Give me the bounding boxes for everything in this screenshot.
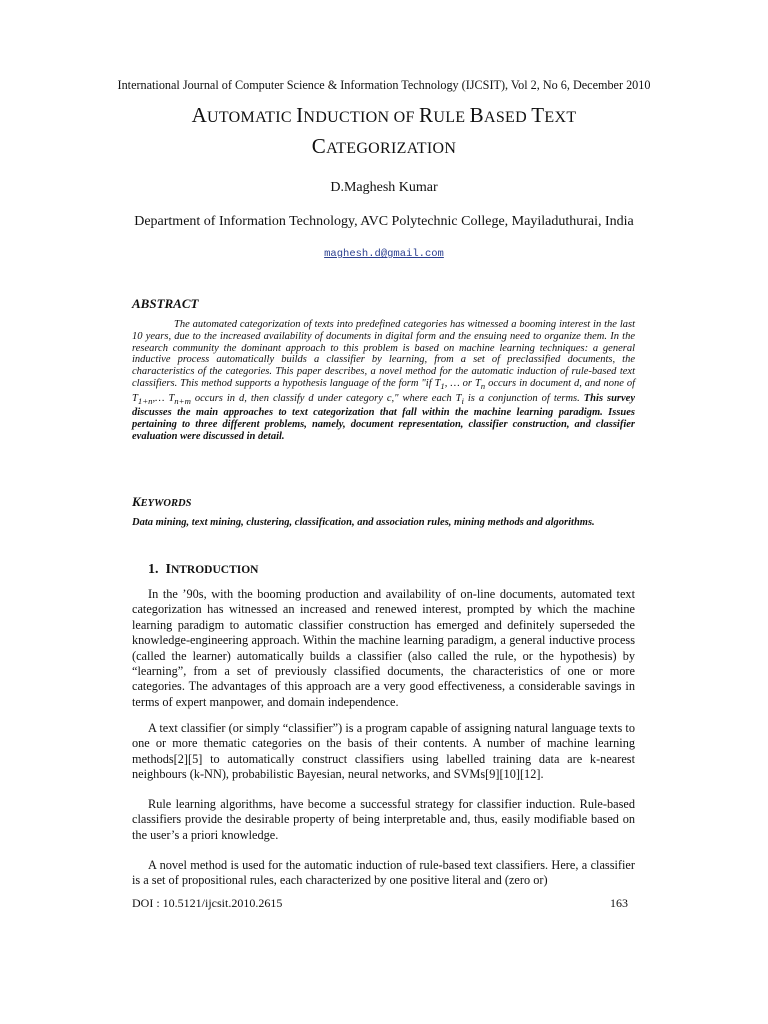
abstract-part-3: This survey discusses the main approaches to text categorization that fall within the machine learning paradigm. Issues pertaining to three different problems, namely, document representation, classifier construction, and classifier evaluation were discussed in detail. (132, 392, 636, 442)
intro-paragraph-2: A text classifier (or simply “classifier”) is a program capable of assigning natural language texts to one or more thematic categories on the basis of their contents. A number of machine learning methods[2][5] to automatically construct classifiers using labelled training data are k-nearest neighbours (k-NN), probabilistic Bayesian, neural networks, and SVMs[9][10][12]. (132, 721, 635, 782)
title-small: ULE (433, 109, 470, 126)
title-cap: I (296, 103, 304, 127)
paper-title (60, 101, 708, 163)
title-cap: B (469, 103, 484, 127)
author-email-link[interactable]: maghesh.d@gmail.com (324, 248, 444, 260)
title-small: NDUCTION OF (303, 109, 420, 126)
abstract-part-2b: , … or T (444, 377, 481, 389)
abstract-part-2a: This paper describes, a novel method for the automatic induction of rule-based text classifiers. This method supports a hypothesis language of the form "if T (132, 366, 635, 389)
title-line-1 (60, 101, 708, 132)
intro-paragraph-3: Rule learning algorithms, have become a successful strategy for classifier induction. Rule-based classifiers provide the desirable property of being interpretable and, thus, easily modifiable based on the user’s a priori knowledge. (132, 797, 635, 842)
abstract-part-2d: ,… T (152, 392, 175, 404)
abstract-heading: ABSTRACT (132, 296, 199, 311)
subscript: 1+n (137, 395, 153, 406)
title-cap: A (191, 103, 208, 127)
page-number: 163 (610, 896, 628, 910)
title-small: ATEGORIZATION (326, 140, 457, 157)
intro-paragraph-1: In the ’90s, with the booming production and availability of on-line documents, automated text categorization has witnessed an increased and renewed interest, prompted by which the machine learning paradigm to automatic classifier construction has emerged and definitely superseded the knowledge-engineering approach. Within the machine learning paradigm, a general inductive process (called the learner) automatically builds a classifier (also called the rule, or the hypothesis) by “learning”, from a set of previously classified documents, the characteristics of one or more categories. The advantages of this approach are a very good effectiveness, a considerable savings in terms of expert manpower, and domain independence. (132, 587, 635, 709)
author-affiliation: Department of Information Technology, AVC Polytechnic College, Mayiladuthurai, India (134, 214, 634, 229)
section-number: 1. (148, 562, 159, 577)
doi: DOI : 10.5121/ijcsit.2010.2615 (132, 896, 283, 910)
subscript: n (480, 380, 486, 391)
title-small: UTOMATIC (207, 109, 297, 126)
subscript: n+m (174, 395, 191, 406)
title-cap: R (419, 103, 434, 127)
title-small: EXT (544, 109, 577, 126)
author-name: D.Maghesh Kumar (330, 180, 438, 195)
subscript: i (461, 395, 464, 406)
keywords-heading: KEYWORDS (132, 494, 192, 509)
abstract-part-2e: occurs in d, then classify d under category c," where each T (190, 392, 462, 404)
subscript: 1 (440, 380, 445, 391)
title-line-2 (60, 132, 708, 163)
abstract-part-1: The automated categorization of texts into predefined categories has witnessed a booming interest in the last 10 years, due to the increased availability of documents in digital form and the ensuing need to organize them. In the research community the dominant approach to this problem is based on machine learning techniques: a general inductive process automatically builds a classifier by learning, from a set of preclassified documents, the characteristics of the categories. (132, 319, 635, 377)
abstract-part-2f: is a conjunction of terms. (463, 392, 580, 404)
title-cap: C (311, 134, 327, 158)
title-cap: T (531, 103, 545, 127)
section-heading-introduction: 1. INTRODUCTION (148, 562, 259, 577)
page-footer (132, 896, 628, 911)
intro-paragraph-4: A novel method is used for the automatic induction of rule-based text classifiers. Here, a classifier is a set of propositional rules, each characterized by one positive literal and (zero or) (132, 858, 635, 888)
keywords-text: Data mining, text mining, clustering, classification, and association rules, mining methods and algorithms. (132, 517, 595, 528)
journal-header: International Journal of Computer Science & Information Technology (IJCSIT), Vol 2, No 6, December 2010 (117, 78, 651, 92)
abstract-body (132, 319, 635, 443)
abstract-part-2c: occurs in document d, and none of T (132, 377, 636, 404)
title-small: ASED (483, 109, 532, 126)
